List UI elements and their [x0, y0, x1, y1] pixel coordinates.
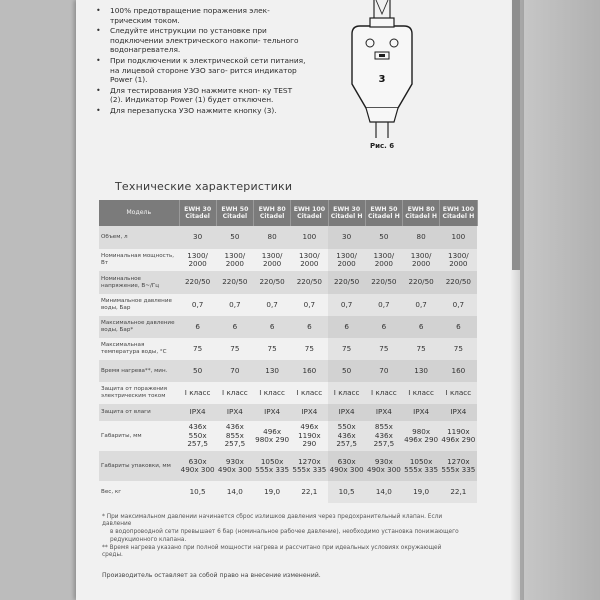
table-cell: 1050х 555х 335 [403, 451, 440, 481]
row-label: Номинальное напряжение, В~/Гц [99, 271, 179, 294]
table-cell: 22,1 [301, 486, 318, 496]
table-cell: 75 [193, 343, 203, 353]
table-cell: 100 [440, 226, 477, 249]
table-row [99, 451, 477, 481]
table-cell: 1190х 496х 290 [440, 421, 477, 451]
table-cell: 6 [365, 316, 402, 338]
table-cell: 220/50 [403, 271, 440, 294]
table-cell: 70 [365, 360, 402, 382]
table-cell: I класс [222, 387, 248, 397]
table-cell: IPX4 [365, 404, 402, 421]
table-cell: 930х 490х 300 [365, 451, 402, 481]
table-cell: I класс [328, 382, 365, 404]
table-cell: 1300/ 2000 [261, 250, 283, 268]
figure-label: 3 [378, 74, 386, 85]
table-cell: 100 [291, 226, 328, 249]
section-tab [512, 0, 520, 270]
table-body [99, 226, 477, 503]
table-cell: 6 [179, 316, 216, 338]
table-cell: 630х 490х 300 [328, 451, 365, 481]
table-cell: 14,0 [226, 486, 243, 496]
table-cell: 855х 436х 257,5 [365, 421, 402, 451]
table-row [99, 382, 477, 404]
table-cell: 10,5 [189, 486, 206, 496]
section-title: Технические характеристики [115, 180, 293, 193]
table-row [99, 404, 477, 421]
table-cell: 22,1 [440, 481, 477, 503]
table-cell: 1270х 555х 335 [440, 451, 477, 481]
table-cell: 6 [291, 316, 328, 338]
header-model: EWH 100 Citadel H [440, 200, 477, 226]
table-cell: 0,7 [303, 299, 316, 309]
background-edge [520, 0, 600, 600]
table-header-row [99, 200, 477, 226]
table-cell: 14,0 [365, 481, 402, 503]
table-cell: 1300/ 2000 [440, 249, 477, 271]
footnote: ** Время нагрева указано при полной мощности нагрева и рассчитано при идеальных условиях окружающей среды. [102, 544, 442, 559]
table-cell: 630х 490х 300 [179, 451, 216, 481]
table-cell: 160 [440, 360, 477, 382]
header-model-label: Модель [99, 200, 179, 226]
rcd-plug-figure [330, 0, 440, 142]
table-cell: 75 [304, 343, 314, 353]
table-cell: 1050х 555х 335 [254, 451, 291, 481]
producer-note: Производитель оставляет за собой право на внесение изменений. [102, 572, 321, 579]
row-label: Максимальная температура воды, °С [101, 342, 167, 355]
table-cell: 30 [328, 226, 365, 249]
footnotes [102, 514, 462, 560]
table-cell: 1300/ 2000 [224, 250, 246, 268]
table-cell: 1270х 555х 335 [291, 451, 328, 481]
table-row [99, 271, 477, 294]
table-cell: 1300/ 2000 [365, 249, 402, 271]
table-cell: 220/50 [216, 271, 253, 294]
table-cell: 220/50 [254, 271, 291, 294]
table-cell: 980х 496х 290 [403, 421, 440, 451]
table-cell: 6 [403, 316, 440, 338]
table-cell: 75 [230, 343, 240, 353]
table-cell: 220/50 [291, 271, 328, 294]
table-cell: I класс [403, 382, 440, 404]
table-row [99, 249, 477, 271]
row-label: Вес, кг [101, 488, 122, 495]
table-cell: 1300/ 2000 [299, 250, 320, 268]
table-cell: IPX4 [291, 404, 328, 421]
row-label: Время нагрева**, мин. [99, 360, 179, 382]
table-cell: 930х 490х 300 [216, 451, 253, 481]
table-cell: 496х 980х 290 [255, 426, 290, 444]
table-cell: 6 [328, 316, 365, 338]
table-cell: 75 [440, 338, 477, 360]
table-cell: I класс [440, 382, 477, 404]
table-cell: 0,7 [191, 299, 204, 309]
table-cell: IPX4 [440, 404, 477, 421]
specifications-table [99, 200, 478, 503]
table-cell: 10,5 [328, 481, 365, 503]
table-cell: 1300/ 2000 [187, 250, 208, 268]
table-row [99, 226, 477, 249]
header-model: EWH 30 Citadel [179, 200, 216, 226]
header-model: EWH 80 Citadel [254, 200, 291, 226]
instruction-item: • Для перезапуска УЗО нажмите кнопку (3). [96, 106, 306, 116]
footnote: в водопроводной сети превышает 6 бар (номинальное рабочее давление), необходимо установка понижающего редукционного клапана. [110, 529, 459, 543]
rcd-instructions [96, 6, 306, 117]
row-label: Защита от влаги [99, 404, 179, 421]
table-row [99, 316, 477, 338]
table-cell: 130 [254, 360, 291, 382]
table-cell: 220/50 [179, 271, 216, 294]
table-cell: 130 [403, 360, 440, 382]
table-cell: I класс [296, 387, 323, 397]
row-label: Габариты упаковки, мм [99, 451, 179, 481]
table-cell: 75 [328, 338, 365, 360]
table-cell: I класс [259, 387, 285, 397]
instruction-item: • Следуйте инструкции по установке при подключении электрического накопи- тельного водонагревателя. [96, 26, 306, 55]
table-cell: 6 [440, 316, 477, 338]
table-cell: 6 [254, 316, 291, 338]
table-cell: 80 [254, 226, 291, 249]
header-model: EWH 100 Citadel [291, 200, 328, 226]
table-cell: 220/50 [365, 271, 402, 294]
table-cell: 30 [179, 226, 216, 249]
table-cell: IPX4 [328, 404, 365, 421]
row-label: Защита от поражения электрическим током [101, 386, 168, 399]
table-cell: 496х 1190х 290 [298, 422, 321, 449]
header-model: EWH 80 Citadel H [403, 200, 440, 226]
row-label: Минимальное давление воды, Бар [101, 298, 172, 311]
table-row [99, 294, 477, 316]
instruction-item: • 100% предотвращение поражения элек- трическим током. [96, 6, 306, 25]
table-cell: 50 [365, 226, 402, 249]
table-cell: 50 [216, 226, 253, 249]
table-cell: 80 [403, 226, 440, 249]
header-model: EWH 30 Citadel H [328, 200, 365, 226]
table-cell: I класс [184, 387, 211, 397]
table-cell: 550х 436х 257,5 [328, 421, 365, 451]
table-cell: 0,7 [229, 299, 241, 309]
table-cell: 75 [267, 343, 277, 353]
table-cell: 50 [179, 360, 216, 382]
table-row [99, 481, 477, 503]
row-label: Объем, л [99, 226, 179, 249]
table-cell: IPX4 [179, 404, 216, 421]
table-cell: 0,7 [328, 294, 365, 316]
row-label: Номинальная мощность, Вт [101, 253, 175, 266]
table-cell: 0,7 [365, 294, 402, 316]
table-cell: 160 [291, 360, 328, 382]
table-cell: 0,7 [403, 294, 440, 316]
table-cell: 0,7 [266, 299, 278, 309]
table-row [99, 338, 477, 360]
row-label: Габариты, мм [101, 432, 142, 439]
table-cell: 0,7 [440, 294, 477, 316]
table-cell: 220/50 [440, 271, 477, 294]
figure-caption: Рис. 6 [370, 142, 395, 150]
table-cell: I класс [365, 382, 402, 404]
table-cell: 1300/ 2000 [403, 249, 440, 271]
instruction-item: • При подключении к электрической сети питания, на лицевой стороне УЗО заго- рится индикатор Power (1). [96, 56, 306, 85]
table-cell: 75 [403, 338, 440, 360]
table-row [99, 421, 477, 451]
table-cell: 75 [365, 338, 402, 360]
footnote: * При максимальном давлении начинается сброс излишков давления через предохранительный клапан. Если давление [102, 514, 443, 528]
header-model: EWH 50 Citadel H [365, 200, 402, 226]
table-cell: 19,0 [264, 486, 281, 496]
table-cell: IPX4 [254, 404, 291, 421]
table-cell: 436х 550х 257,5 [187, 422, 208, 449]
table-cell: 6 [216, 316, 253, 338]
header-model: EWH 50 Citadel [216, 200, 253, 226]
table-cell: 220/50 [328, 271, 365, 294]
table-cell: IPX4 [216, 404, 253, 421]
table-cell: 70 [216, 360, 253, 382]
table-cell: 50 [328, 360, 365, 382]
table-cell: 1300/ 2000 [328, 249, 365, 271]
instruction-item: • Для тестирования УЗО нажмите кноп- ку TEST (2). Индикатор Power (1) будет отключен. [96, 86, 306, 105]
row-label: Максимальное давление воды, Бар* [99, 316, 179, 338]
table-cell: IPX4 [403, 404, 440, 421]
table-row [99, 360, 477, 382]
table-cell: 436х 855х 257,5 [224, 422, 246, 449]
table-cell: 19,0 [403, 481, 440, 503]
